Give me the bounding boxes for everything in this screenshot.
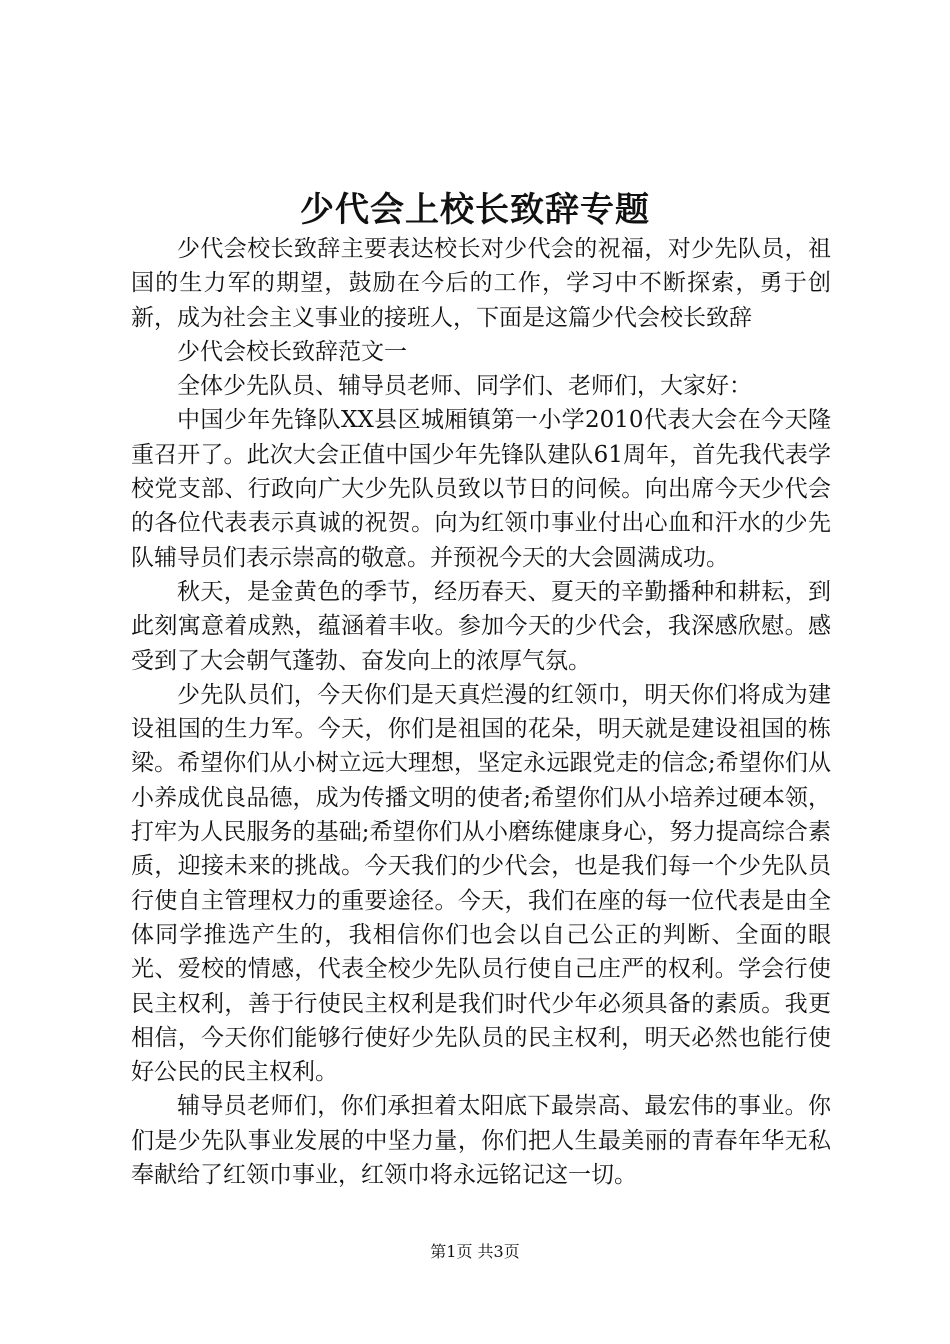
document-title: 少代会上校长致辞专题 bbox=[300, 190, 650, 230]
paragraph-counselors: 辅导员老师们，你们承担着太阳底下最崇高、最宏伟的事业。你们是少先队事业发展的中坚力量，你们把人生最美丽的青春年华无私奉献给了红领巾事业，红领巾将永远铭记这一切。 bbox=[131, 1093, 831, 1189]
paragraph-pioneers: 少先队员们，今天你们是天真烂漫的红领巾，明天你们将成为建设祖国的生力军。今天，你们是祖国的花朵，明天就是建设祖国的栋梁。希望你们从小树立远大理想，坚定永远跟党走的信念;希望你们从小养成优良品德，成为传播文明的使者;希望你们从小培养过硬本领，打牢为人民服务的基础;希望你们从小磨练健康身心，努力提高综合素质，迎接未来的挑战。今天我们的少代会，也是我们每一个少先队员行使自主管理权力的重要途径。今天，我们在座的每一位代表是由全体同学推选产生的，我相信你们也会以自己公正的判断、全面的眼光、爱校的情感，代表全校少先队员行使自己庄严的权利。学会行使民主权利，善于行使民主权利是我们时代少年必须具备的素质。我更相信，今天你们能够行使好少先队员的民主权利，明天必然也能行使好公民的民主权利。 bbox=[131, 681, 831, 1086]
paragraph-heading: 少代会校长致辞范文一 bbox=[177, 338, 407, 365]
paragraph-salutation: 全体少先队员、辅导员老师、同学们、老师们，大家好： bbox=[177, 373, 752, 400]
paragraph-autumn: 秋天，是金黄色的季节，经历春天、夏天的辛勤播种和耕耘，到此刻寓意着成熟，蕴涵着丰收。参加今天的少代会，我深感欣慰。感受到了大会朝气蓬勃、奋发向上的浓厚气氛。 bbox=[131, 578, 831, 674]
paragraph-opening: 中国少年先锋队XX县区城厢镇第一小学2010代表大会在今天隆重召开了。此次大会正值中国少年先锋队建队61周年，首先我代表学校党支部、行政向广大少先队员致以节日的问候。向出席今天少代会的各位代表表示真诚的祝贺。向为红领巾事业付出心血和汗水的少先队辅导员们表示崇高的敬意。并预祝今天的大会圆满成功。 bbox=[131, 407, 831, 571]
page-footer: 第1页 共3页 bbox=[430, 1242, 520, 1261]
paragraph-intro: 少代会校长致辞主要表达校长对少代会的祝福，对少先队员，祖国的生力军的期望，鼓励在今后的工作，学习中不断探索，勇于创新，成为社会主义事业的接班人，下面是这篇少代会校长致辞 bbox=[131, 236, 831, 331]
document-body bbox=[131, 232, 831, 1192]
